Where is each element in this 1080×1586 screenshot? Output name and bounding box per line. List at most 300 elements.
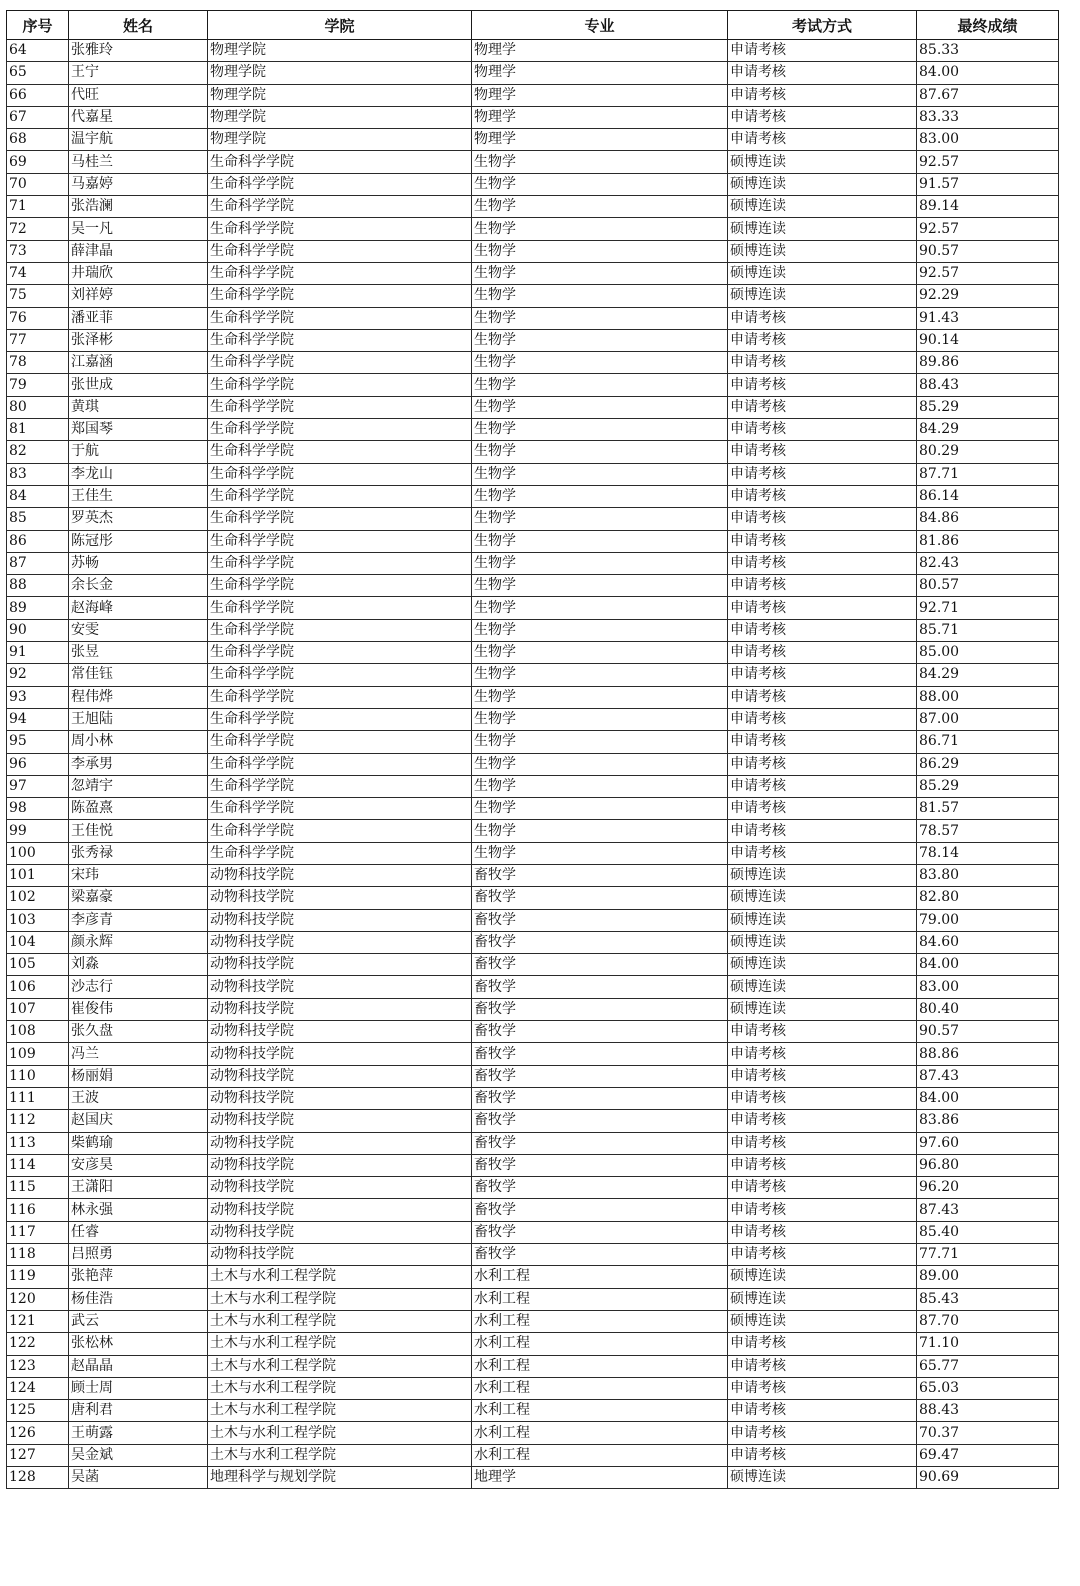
cell-major: 畜牧学: [472, 1021, 728, 1043]
table-row: [7, 1444, 1059, 1466]
cell-exam-method: 硕博连读: [728, 954, 917, 976]
cell-major: 生物学: [472, 642, 728, 664]
cell-name: 顾士周: [69, 1377, 208, 1399]
cell-final-score: 87.43: [917, 1065, 1059, 1087]
table-row: [7, 798, 1059, 820]
cell-exam-method: 申请考核: [728, 1087, 917, 1109]
cell-name: 王宁: [69, 62, 208, 84]
cell-final-score: 92.57: [917, 262, 1059, 284]
cell-name: 沙志行: [69, 976, 208, 998]
cell-college: 动物科技学院: [208, 1087, 472, 1109]
cell-exam-method: 硕博连读: [728, 173, 917, 195]
cell-college: 生命科学学院: [208, 262, 472, 284]
cell-major: 水利工程: [472, 1333, 728, 1355]
cell-name: 程伟烨: [69, 686, 208, 708]
cell-index: 87: [7, 552, 69, 574]
cell-exam-method: 申请考核: [728, 1377, 917, 1399]
cell-index: 95: [7, 731, 69, 753]
cell-college: 动物科技学院: [208, 1177, 472, 1199]
cell-major: 生物学: [472, 151, 728, 173]
table-row: [7, 1021, 1059, 1043]
cell-index: 83: [7, 463, 69, 485]
table-row: [7, 196, 1059, 218]
cell-name: 颜永辉: [69, 931, 208, 953]
cell-college: 生命科学学院: [208, 196, 472, 218]
cell-exam-method: 硕博连读: [728, 262, 917, 284]
table-row: [7, 218, 1059, 240]
cell-final-score: 87.67: [917, 84, 1059, 106]
table-row: [7, 40, 1059, 62]
cell-final-score: 89.86: [917, 352, 1059, 374]
cell-exam-method: 申请考核: [728, 820, 917, 842]
cell-final-score: 78.14: [917, 842, 1059, 864]
table-row: [7, 240, 1059, 262]
cell-index: 73: [7, 240, 69, 262]
cell-major: 生物学: [472, 173, 728, 195]
cell-major: 生物学: [472, 775, 728, 797]
cell-college: 生命科学学院: [208, 173, 472, 195]
cell-major: 生物学: [472, 597, 728, 619]
table-row: [7, 106, 1059, 128]
cell-major: 水利工程: [472, 1444, 728, 1466]
table-row: [7, 597, 1059, 619]
cell-exam-method: 申请考核: [728, 552, 917, 574]
cell-final-score: 78.57: [917, 820, 1059, 842]
cell-exam-method: 申请考核: [728, 575, 917, 597]
table-row: [7, 1333, 1059, 1355]
cell-index: 67: [7, 106, 69, 128]
cell-index: 106: [7, 976, 69, 998]
cell-index: 107: [7, 998, 69, 1020]
cell-final-score: 79.00: [917, 909, 1059, 931]
cell-index: 78: [7, 352, 69, 374]
cell-index: 71: [7, 196, 69, 218]
cell-exam-method: 申请考核: [728, 463, 917, 485]
cell-exam-method: 硕博连读: [728, 931, 917, 953]
table-row: [7, 976, 1059, 998]
cell-exam-method: 硕博连读: [728, 196, 917, 218]
cell-final-score: 83.00: [917, 129, 1059, 151]
cell-final-score: 86.71: [917, 731, 1059, 753]
cell-college: 生命科学学院: [208, 463, 472, 485]
cell-final-score: 87.70: [917, 1310, 1059, 1332]
cell-college: 动物科技学院: [208, 909, 472, 931]
cell-major: 畜牧学: [472, 1110, 728, 1132]
cell-major: 生物学: [472, 374, 728, 396]
table-row: [7, 954, 1059, 976]
cell-name: 吕照勇: [69, 1244, 208, 1266]
table-row: [7, 441, 1059, 463]
cell-name: 常佳钰: [69, 664, 208, 686]
table-row: [7, 1043, 1059, 1065]
table-row: [7, 686, 1059, 708]
table-row: [7, 463, 1059, 485]
cell-name: 张松林: [69, 1333, 208, 1355]
cell-index: 124: [7, 1377, 69, 1399]
cell-major: 生物学: [472, 240, 728, 262]
cell-exam-method: 硕博连读: [728, 976, 917, 998]
table-row: [7, 1110, 1059, 1132]
cell-exam-method: 申请考核: [728, 1065, 917, 1087]
cell-index: 85: [7, 508, 69, 530]
cell-college: 动物科技学院: [208, 1244, 472, 1266]
cell-index: 103: [7, 909, 69, 931]
cell-final-score: 88.86: [917, 1043, 1059, 1065]
cell-index: 119: [7, 1266, 69, 1288]
cell-college: 生命科学学院: [208, 240, 472, 262]
cell-final-score: 88.00: [917, 686, 1059, 708]
cell-college: 生命科学学院: [208, 642, 472, 664]
cell-college: 生命科学学院: [208, 798, 472, 820]
cell-exam-method: 硕博连读: [728, 887, 917, 909]
cell-exam-method: 申请考核: [728, 775, 917, 797]
cell-exam-method: 申请考核: [728, 40, 917, 62]
table-row: [7, 352, 1059, 374]
cell-final-score: 85.29: [917, 396, 1059, 418]
cell-name: 赵国庆: [69, 1110, 208, 1132]
cell-major: 生物学: [472, 307, 728, 329]
cell-name: 吴金斌: [69, 1444, 208, 1466]
table-row: [7, 887, 1059, 909]
cell-college: 生命科学学院: [208, 664, 472, 686]
cell-final-score: 86.29: [917, 753, 1059, 775]
cell-major: 物理学: [472, 129, 728, 151]
table-row: [7, 753, 1059, 775]
table-row: [7, 374, 1059, 396]
cell-final-score: 83.80: [917, 864, 1059, 886]
cell-name: 张世成: [69, 374, 208, 396]
cell-college: 生命科学学院: [208, 285, 472, 307]
cell-name: 安雯: [69, 619, 208, 641]
cell-final-score: 82.43: [917, 552, 1059, 574]
cell-index: 65: [7, 62, 69, 84]
cell-name: 忽靖宇: [69, 775, 208, 797]
cell-college: 物理学院: [208, 62, 472, 84]
cell-major: 物理学: [472, 106, 728, 128]
cell-major: 生物学: [472, 686, 728, 708]
cell-index: 105: [7, 954, 69, 976]
cell-exam-method: 申请考核: [728, 798, 917, 820]
cell-college: 生命科学学院: [208, 575, 472, 597]
cell-final-score: 82.80: [917, 887, 1059, 909]
table-row: [7, 62, 1059, 84]
cell-index: 97: [7, 775, 69, 797]
cell-index: 93: [7, 686, 69, 708]
cell-exam-method: 申请考核: [728, 731, 917, 753]
table-row: [7, 775, 1059, 797]
cell-final-score: 83.86: [917, 1110, 1059, 1132]
cell-index: 100: [7, 842, 69, 864]
cell-name: 江嘉涵: [69, 352, 208, 374]
cell-major: 生物学: [472, 262, 728, 284]
cell-final-score: 96.20: [917, 1177, 1059, 1199]
cell-index: 81: [7, 419, 69, 441]
cell-index: 88: [7, 575, 69, 597]
cell-final-score: 91.43: [917, 307, 1059, 329]
cell-name: 陈冠彤: [69, 530, 208, 552]
cell-index: 75: [7, 285, 69, 307]
cell-exam-method: 硕博连读: [728, 218, 917, 240]
cell-name: 张秀禄: [69, 842, 208, 864]
cell-final-score: 84.60: [917, 931, 1059, 953]
cell-college: 生命科学学院: [208, 508, 472, 530]
cell-college: 土木与水利工程学院: [208, 1288, 472, 1310]
cell-exam-method: 硕博连读: [728, 285, 917, 307]
cell-name: 苏畅: [69, 552, 208, 574]
cell-college: 生命科学学院: [208, 151, 472, 173]
cell-major: 生物学: [472, 352, 728, 374]
cell-name: 安彦昊: [69, 1154, 208, 1176]
cell-final-score: 87.43: [917, 1199, 1059, 1221]
cell-name: 李彦青: [69, 909, 208, 931]
cell-name: 刘淼: [69, 954, 208, 976]
cell-final-score: 92.29: [917, 285, 1059, 307]
cell-major: 水利工程: [472, 1288, 728, 1310]
cell-exam-method: 申请考核: [728, 1043, 917, 1065]
cell-index: 121: [7, 1310, 69, 1332]
cell-name: 李承男: [69, 753, 208, 775]
cell-name: 马嘉婷: [69, 173, 208, 195]
cell-major: 生物学: [472, 396, 728, 418]
cell-final-score: 77.71: [917, 1244, 1059, 1266]
cell-name: 郑国琴: [69, 419, 208, 441]
cell-final-score: 89.00: [917, 1266, 1059, 1288]
cell-major: 生物学: [472, 419, 728, 441]
cell-exam-method: 硕博连读: [728, 909, 917, 931]
cell-index: 102: [7, 887, 69, 909]
cell-name: 杨佳浩: [69, 1288, 208, 1310]
cell-index: 76: [7, 307, 69, 329]
cell-major: 畜牧学: [472, 887, 728, 909]
cell-major: 生物学: [472, 619, 728, 641]
cell-exam-method: 申请考核: [728, 396, 917, 418]
table-row: [7, 1400, 1059, 1422]
cell-name: 井瑞欣: [69, 262, 208, 284]
cell-name: 于航: [69, 441, 208, 463]
cell-college: 物理学院: [208, 129, 472, 151]
cell-exam-method: 申请考核: [728, 485, 917, 507]
cell-index: 82: [7, 441, 69, 463]
cell-index: 115: [7, 1177, 69, 1199]
cell-college: 动物科技学院: [208, 864, 472, 886]
cell-final-score: 90.57: [917, 240, 1059, 262]
cell-index: 90: [7, 619, 69, 641]
table-row: [7, 329, 1059, 351]
cell-final-score: 89.14: [917, 196, 1059, 218]
cell-major: 畜牧学: [472, 1043, 728, 1065]
table-row: [7, 552, 1059, 574]
cell-major: 水利工程: [472, 1355, 728, 1377]
cell-college: 生命科学学院: [208, 441, 472, 463]
cell-name: 武云: [69, 1310, 208, 1332]
cell-name: 吴一凡: [69, 218, 208, 240]
cell-college: 生命科学学院: [208, 352, 472, 374]
cell-major: 水利工程: [472, 1400, 728, 1422]
cell-college: 生命科学学院: [208, 485, 472, 507]
cell-college: 动物科技学院: [208, 1199, 472, 1221]
cell-major: 生物学: [472, 218, 728, 240]
cell-name: 潘亚菲: [69, 307, 208, 329]
cell-college: 土木与水利工程学院: [208, 1444, 472, 1466]
cell-name: 冯兰: [69, 1043, 208, 1065]
header-major: 专业: [472, 11, 728, 40]
table-row: [7, 931, 1059, 953]
cell-index: 123: [7, 1355, 69, 1377]
cell-college: 地理科学与规划学院: [208, 1467, 472, 1489]
cell-college: 物理学院: [208, 84, 472, 106]
cell-college: 动物科技学院: [208, 1043, 472, 1065]
cell-index: 92: [7, 664, 69, 686]
cell-college: 土木与水利工程学院: [208, 1310, 472, 1332]
cell-major: 畜牧学: [472, 954, 728, 976]
cell-name: 张久盘: [69, 1021, 208, 1043]
cell-exam-method: 硕博连读: [728, 1310, 917, 1332]
cell-name: 余长金: [69, 575, 208, 597]
cell-final-score: 84.29: [917, 419, 1059, 441]
cell-name: 张泽彬: [69, 329, 208, 351]
cell-final-score: 85.29: [917, 775, 1059, 797]
table-row: [7, 1244, 1059, 1266]
cell-college: 生命科学学院: [208, 597, 472, 619]
cell-final-score: 70.37: [917, 1422, 1059, 1444]
cell-index: 72: [7, 218, 69, 240]
cell-major: 畜牧学: [472, 976, 728, 998]
cell-major: 生物学: [472, 196, 728, 218]
cell-major: 生物学: [472, 329, 728, 351]
table-row: [7, 151, 1059, 173]
cell-index: 89: [7, 597, 69, 619]
cell-exam-method: 申请考核: [728, 686, 917, 708]
cell-final-score: 92.57: [917, 151, 1059, 173]
cell-college: 生命科学学院: [208, 329, 472, 351]
cell-college: 生命科学学院: [208, 731, 472, 753]
cell-final-score: 65.77: [917, 1355, 1059, 1377]
cell-exam-method: 申请考核: [728, 1199, 917, 1221]
table-row: [7, 1132, 1059, 1154]
cell-index: 68: [7, 129, 69, 151]
cell-exam-method: 申请考核: [728, 1355, 917, 1377]
cell-final-score: 87.00: [917, 708, 1059, 730]
table-row: [7, 909, 1059, 931]
cell-college: 土木与水利工程学院: [208, 1333, 472, 1355]
cell-final-score: 88.43: [917, 1400, 1059, 1422]
table-row: [7, 1377, 1059, 1399]
cell-name: 罗英杰: [69, 508, 208, 530]
cell-final-score: 84.00: [917, 62, 1059, 84]
cell-major: 畜牧学: [472, 998, 728, 1020]
cell-college: 动物科技学院: [208, 931, 472, 953]
cell-major: 生物学: [472, 731, 728, 753]
cell-exam-method: 硕博连读: [728, 240, 917, 262]
cell-final-score: 90.57: [917, 1021, 1059, 1043]
cell-college: 物理学院: [208, 106, 472, 128]
cell-final-score: 84.86: [917, 508, 1059, 530]
cell-college: 动物科技学院: [208, 1110, 472, 1132]
table-row: [7, 1288, 1059, 1310]
cell-college: 动物科技学院: [208, 1021, 472, 1043]
cell-exam-method: 申请考核: [728, 329, 917, 351]
cell-major: 地理学: [472, 1467, 728, 1489]
cell-college: 生命科学学院: [208, 842, 472, 864]
cell-name: 宋玮: [69, 864, 208, 886]
cell-final-score: 83.33: [917, 106, 1059, 128]
cell-major: 生物学: [472, 664, 728, 686]
table-body: [7, 40, 1059, 1489]
table-row: [7, 1467, 1059, 1489]
cell-college: 动物科技学院: [208, 1065, 472, 1087]
cell-index: 104: [7, 931, 69, 953]
cell-exam-method: 申请考核: [728, 1422, 917, 1444]
cell-exam-method: 申请考核: [728, 530, 917, 552]
cell-name: 赵海峰: [69, 597, 208, 619]
cell-index: 108: [7, 1021, 69, 1043]
cell-index: 79: [7, 374, 69, 396]
cell-major: 生物学: [472, 842, 728, 864]
cell-final-score: 87.71: [917, 463, 1059, 485]
cell-exam-method: 申请考核: [728, 1400, 917, 1422]
cell-final-score: 85.00: [917, 642, 1059, 664]
cell-name: 崔俊伟: [69, 998, 208, 1020]
cell-major: 水利工程: [472, 1422, 728, 1444]
cell-name: 黄琪: [69, 396, 208, 418]
cell-index: 86: [7, 530, 69, 552]
cell-college: 生命科学学院: [208, 419, 472, 441]
cell-index: 70: [7, 173, 69, 195]
cell-final-score: 84.00: [917, 954, 1059, 976]
cell-major: 生物学: [472, 552, 728, 574]
cell-index: 64: [7, 40, 69, 62]
cell-name: 梁嘉豪: [69, 887, 208, 909]
header-name: 姓名: [69, 11, 208, 40]
cell-final-score: 84.29: [917, 664, 1059, 686]
cell-final-score: 84.00: [917, 1087, 1059, 1109]
cell-exam-method: 申请考核: [728, 1333, 917, 1355]
cell-exam-method: 申请考核: [728, 753, 917, 775]
table-row: [7, 129, 1059, 151]
cell-name: 张雅玲: [69, 40, 208, 62]
cell-major: 畜牧学: [472, 864, 728, 886]
cell-name: 王佳悦: [69, 820, 208, 842]
cell-index: 69: [7, 151, 69, 173]
cell-name: 张浩澜: [69, 196, 208, 218]
cell-college: 生命科学学院: [208, 307, 472, 329]
cell-major: 畜牧学: [472, 1221, 728, 1243]
cell-college: 生命科学学院: [208, 753, 472, 775]
cell-name: 林永强: [69, 1199, 208, 1221]
cell-final-score: 65.03: [917, 1377, 1059, 1399]
cell-index: 98: [7, 798, 69, 820]
cell-exam-method: 申请考核: [728, 62, 917, 84]
cell-major: 生物学: [472, 530, 728, 552]
cell-major: 生物学: [472, 485, 728, 507]
cell-final-score: 97.60: [917, 1132, 1059, 1154]
cell-index: 126: [7, 1422, 69, 1444]
cell-final-score: 69.47: [917, 1444, 1059, 1466]
cell-exam-method: 申请考核: [728, 1244, 917, 1266]
header-college: 学院: [208, 11, 472, 40]
cell-exam-method: 申请考核: [728, 619, 917, 641]
cell-college: 生命科学学院: [208, 218, 472, 240]
cell-exam-method: 申请考核: [728, 1154, 917, 1176]
cell-final-score: 88.43: [917, 374, 1059, 396]
cell-index: 116: [7, 1199, 69, 1221]
cell-major: 畜牧学: [472, 1244, 728, 1266]
cell-index: 109: [7, 1043, 69, 1065]
cell-major: 物理学: [472, 62, 728, 84]
cell-final-score: 86.14: [917, 485, 1059, 507]
cell-index: 122: [7, 1333, 69, 1355]
cell-exam-method: 申请考核: [728, 1177, 917, 1199]
